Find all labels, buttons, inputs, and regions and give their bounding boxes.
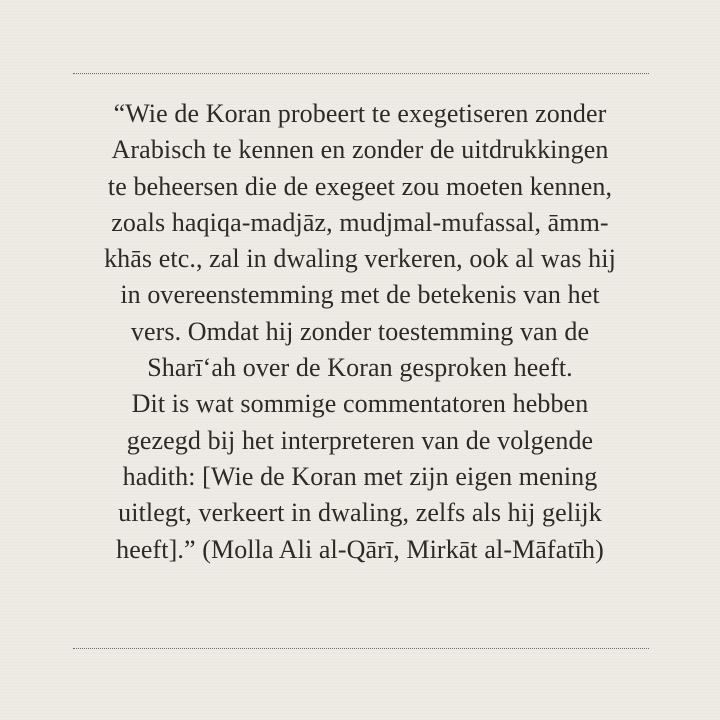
quote-line: gezegd bij het interpreteren van de volgende <box>126 425 594 455</box>
quote-line: heeft].” (Molla Ali al-Qārī, Mirkāt al-Māfatīh) <box>116 534 604 564</box>
top-divider <box>73 73 649 74</box>
quote-line: Dit is wat sommige commentatoren hebben <box>131 389 589 419</box>
quote-line: vers. Omdat hij zonder toestemming van de <box>130 316 590 346</box>
quote-line: uitlegt, verkeert in dwaling, zelfs als hij gelijk <box>118 498 602 528</box>
quote-line: te beheersen die de exegeet zou moeten kennen, <box>107 171 613 201</box>
quote-line: Arabisch te kennen en zonder de uitdrukkingen <box>111 135 609 165</box>
quote-line: hadith: [Wie de Koran met zijn eigen mening <box>122 461 598 491</box>
quote-line: in overeenstemming met de betekenis van het <box>120 280 600 310</box>
bottom-divider <box>73 648 649 649</box>
quote-line: Sharī‘ah over de Koran gesproken heeft. <box>147 353 573 383</box>
quote-line: “Wie de Koran probeert te exegetiseren zonder <box>113 99 607 128</box>
quote-block <box>60 96 660 568</box>
quote-line: zoals haqiqa-madjāz, mudjmal-mufassal, āmm- <box>111 207 609 237</box>
quote-line: khās etc., zal in dwaling verkeren, ook al was hij <box>104 244 616 274</box>
